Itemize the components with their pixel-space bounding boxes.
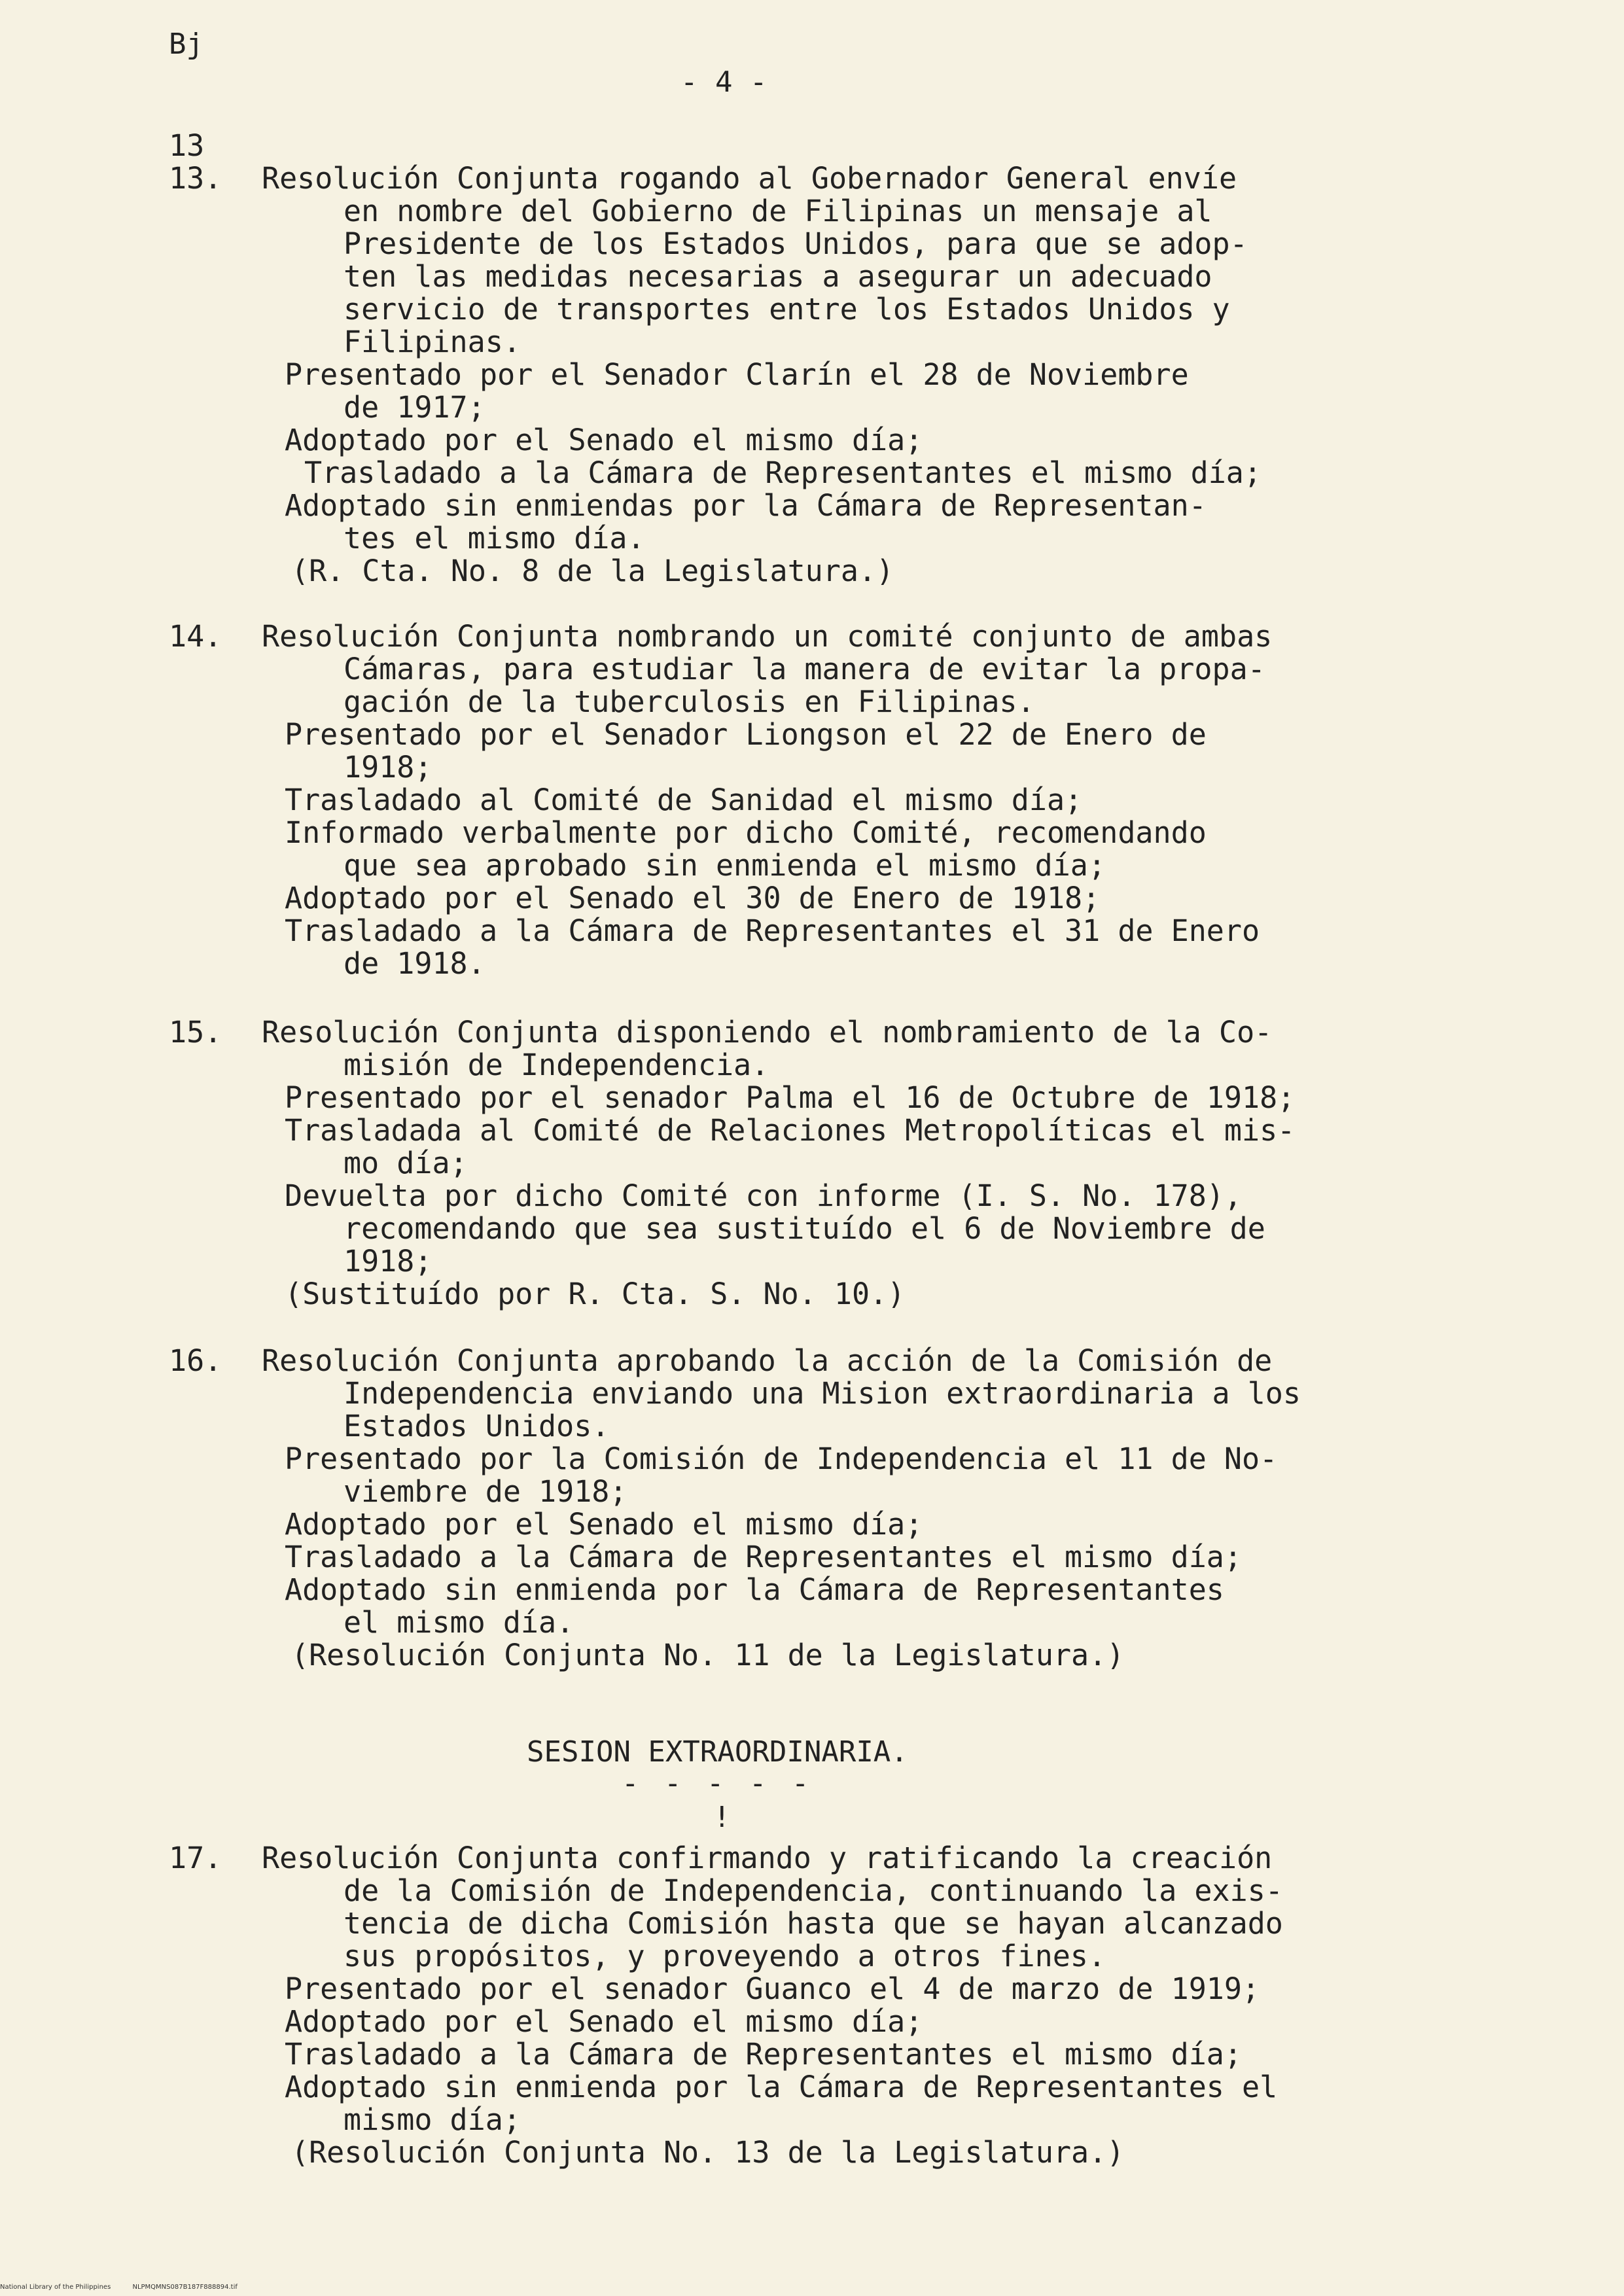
entry-line: mismo día; [344, 2102, 521, 2137]
entry-line: sus propósitos, y proveyendo a otros fines. [344, 1939, 1106, 1973]
entry-line: ten las medidas necesarias a asegurar un adecuado [344, 259, 1212, 294]
entry-line: 1918; [344, 750, 432, 785]
special-session-heading: SESION EXTRAORDINARIA. [527, 1735, 908, 1769]
entry-line: Adoptado por el Senado el 30 de Enero de 1918; [285, 881, 1101, 915]
entry-line: (Sustituído por R. Cta. S. No. 10.) [285, 1277, 906, 1311]
entry-line: de la Comisión de Independencia, continuando la exis- [344, 1873, 1283, 1908]
entry-line: Presentado por el senador Palma el 16 de Octubre de 1918; [285, 1080, 1296, 1115]
initials: Bj [169, 27, 203, 61]
entry-line: Presentado por el Senador Liongson el 22 de Enero de [285, 717, 1207, 752]
section-mark: ! [713, 1801, 731, 1834]
entry-line: Resolución Conjunta aprobando la acción de la Comisión de [262, 1343, 1273, 1378]
entry-line: Informado verbalmente por dicho Comité, recomendando [285, 815, 1207, 850]
page-number: - 4 - [680, 65, 768, 99]
entry-line: Devuelta por dicho Comité con informe (I. S. No. 178), [285, 1178, 1242, 1213]
entry-line: 1918; [344, 1244, 432, 1279]
entry-line: Resolución Conjunta disponiendo el nombramiento de la Co- [262, 1015, 1273, 1050]
entry-line: Adoptado sin enmienda por la Cámara de Representantes el [285, 2070, 1278, 2104]
entry-line: gación de la tuberculosis en Filipinas. [344, 684, 1035, 719]
entry-line: tencia de dicha Comisión hasta que se hayan alcanzado [344, 1906, 1283, 1941]
entry-line: Adoptado por el Senado el mismo día; [285, 423, 923, 457]
entry-line: Resolución Conjunta confirmando y ratificando la creación [262, 1841, 1273, 1875]
entry-line: Resolución Conjunta nombrando un comité conjunto de ambas [262, 619, 1273, 654]
entry-line: en nombre del Gobierno de Filipinas un mensaje al [344, 194, 1212, 228]
entry-line: Cámaras, para estudiar la manera de evitar la propa- [344, 652, 1265, 686]
entry-line: Resolución Conjunta rogando al Gobernador General envíe [262, 161, 1237, 196]
entry-line: Filipinas. [344, 325, 521, 359]
entry-line: viembre de 1918; [344, 1474, 627, 1509]
entry-line: Trasladado a la Cámara de Representantes el mismo día; [304, 455, 1262, 490]
entry-line: Independencia enviando una Mision extraordinaria a los [344, 1376, 1301, 1411]
heading-underline: - - - - - [622, 1767, 813, 1800]
entry-line: Presentado por la Comisión de Independencia el 11 de No- [285, 1441, 1278, 1476]
entry-number: 13. [169, 161, 222, 196]
entry-number: 15. [169, 1015, 222, 1050]
entry-line: tes el mismo día. [344, 521, 645, 556]
page-footer [0, 2284, 257, 2291]
entry-number: 17. [169, 1841, 222, 1875]
entry-line: Trasladado a la Cámara de Representantes el mismo día; [285, 2037, 1242, 2072]
entry-line: (R. Cta. No. 8 de la Legislatura.) [291, 554, 894, 588]
entry-line: de 1918. [344, 946, 485, 981]
entry-line: Adoptado sin enmiendas por la Cámara de Representan- [285, 488, 1207, 523]
entry-line: Adoptado sin enmienda por la Cámara de Representantes [285, 1572, 1224, 1607]
entry-line: de 1917; [344, 390, 485, 425]
entry-number: 16. [169, 1343, 222, 1378]
entry-line: servicio de transportes entre los Estados Unidos y [344, 292, 1230, 327]
entry-number: 14. [169, 619, 222, 654]
margin-number: 13 [169, 128, 205, 163]
entry-line: Presentado por el senador Guanco el 4 de marzo de 1919; [285, 1971, 1260, 2006]
entry-line: Presentado por el Senador Clarín el 28 de Noviembre [285, 357, 1189, 392]
entry-line: Estados Unidos. [344, 1409, 610, 1443]
entry-line: Adoptado por el Senado el mismo día; [285, 1507, 923, 1542]
entry-line: Presidente de los Estados Unidos, para que se adop- [344, 226, 1248, 261]
entry-line: misión de Independencia. [344, 1048, 769, 1082]
entry-line: (Resolución Conjunta No. 11 de la Legislatura.) [291, 1638, 1125, 1672]
entry-line: el mismo día. [344, 1605, 574, 1640]
entry-line: que sea aprobado sin enmienda el mismo día; [344, 848, 1106, 883]
entry-line: Trasladada al Comité de Relaciones Metropolíticas el mis- [285, 1113, 1296, 1148]
footer-file: NLPMQMNS087B187F888894.tif [132, 2284, 238, 2291]
entry-line: recomendando que sea sustituído el 6 de Noviembre de [344, 1211, 1265, 1246]
footer-library: National Library of the Philippines [0, 2284, 111, 2291]
entry-line: Trasladado al Comité de Sanidad el mismo día; [285, 783, 1083, 817]
entry-line: mo día; [344, 1146, 468, 1180]
entry-line: (Resolución Conjunta No. 13 de la Legislatura.) [291, 2135, 1125, 2170]
entry-line: Trasladado a la Cámara de Representantes el mismo día; [285, 1540, 1242, 1574]
entry-line: Adoptado por el Senado el mismo día; [285, 2004, 923, 2039]
entry-line: Trasladado a la Cámara de Representantes el 31 de Enero [285, 913, 1260, 948]
